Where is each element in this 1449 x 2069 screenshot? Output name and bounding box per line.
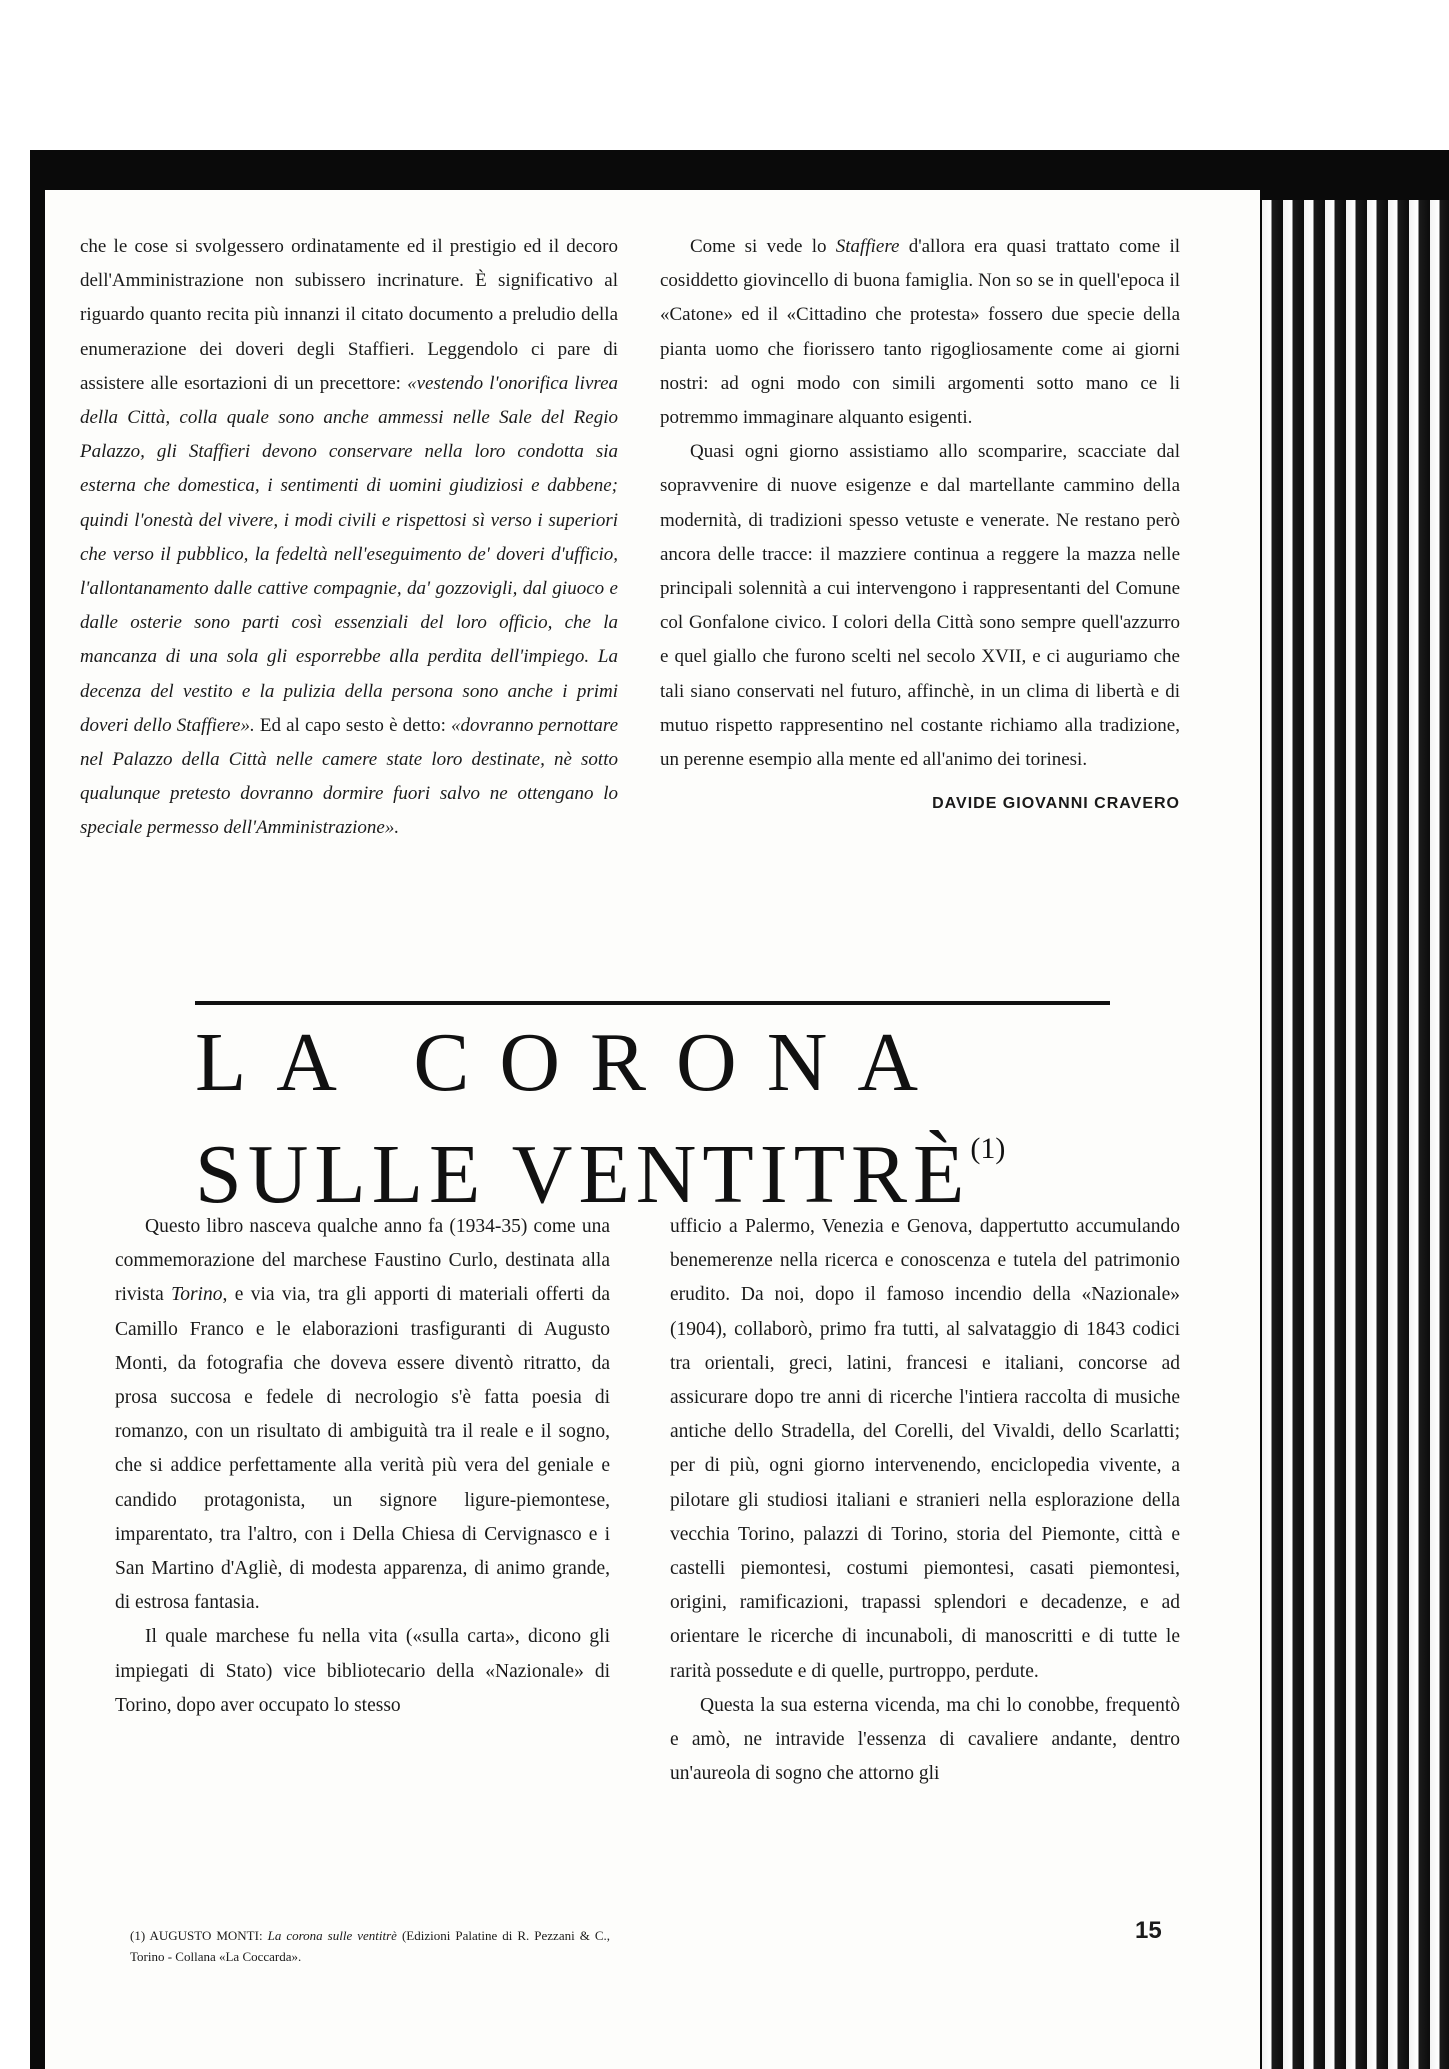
paragraph: Il quale marchese fu nella vita («sulla carta», dicono gli impiegati di Stato) vice bibliotecario della «Nazionale» di Torino, dopo aver occupato lo stesso: [115, 1626, 610, 1716]
bottom-right-column: [670, 1210, 1180, 1791]
author-signature: DAVIDE GIOVANNI CRAVERO: [932, 795, 1180, 813]
top-right-column: [660, 230, 1180, 821]
footnote-rest: (Edizioni Palatine di R. Pezzani & C., Torino - Collana «La Coccarda».: [130, 1928, 610, 1964]
book-page: [45, 190, 1260, 2069]
book-edge-top: [30, 150, 1449, 190]
paragraph: ufficio a Palermo, Venezia e Genova, dappertutto accumulando benemerenze nella ricerca e conoscenza e tutela del patrimonio erudito. Da noi, dopo il famoso incendio della «Nazionale» (1904), collaborò, primo fra tutti, al salvataggio di 1843 codici tra orientali, greci, latini, francesi e italiani, concorse ad assicurare dopo tre anni di ricerche l'intiera raccolta di musiche antiche dello Stradella, del Corelli, del Vivaldi, dello Scarlatti; per di più, ogni giorno intervenendo, enciclopedia vivente, a pilotare gli studiosi italiani e stranieri nella esplorazione della vecchia Torino, palazzi di Torino, storia del Piemonte, città e castelli piemontesi, costumi piemontesi, casati piemontesi, origini, ramificazioni, trapassi splendori e decadenze, e ad orientare le ricerche di incunaboli, di manoscritti e di tutte le rarità possedute e di quelle, purtroppo, perdute.: [670, 1216, 1180, 1682]
section-divider: [195, 1001, 1110, 1005]
page-stack-edges: [1262, 200, 1449, 2069]
text: Come si vede lo: [690, 236, 827, 257]
book-edge-left: [30, 150, 45, 2069]
quote-italic: «vestendo l'onorifica livrea della Città, colla quale sono anche ammessi nelle Sale del Regio Palazzo, gli Staffieri devono conservare nella loro condotta sia esterna che domestica, i sentimenti di uomini giudiziosi e dabbene; quindi l'onestà del vivere, i modi civili e rispettosi sì verso i superiori che verso il pubblico, la fedeltà nell'eseguimento de' doveri d'ufficio, l'allontanamento dalle cattive compagnie, da' gozzovigli, dal giuoco e dalle osterie sono parti così essenziali del loro officio, che la mancanza di una sola gli esporrebbe alla perdita dell'impiego. La decenza del vestito e la pulizia della persona sono anche i primi doveri dello Staffiere».: [80, 372, 618, 736]
footnote: [130, 1925, 610, 1967]
title-line-1: LA CORONA: [195, 1016, 949, 1109]
paragraph: Questa la sua esterna vicenda, ma chi lo conobbe, frequentò e amò, ne intravide l'essenza di cavaliere andante, dentro un'aureola di sogno che attorno gli: [670, 1694, 1180, 1785]
quote-italic: «dovranno pernottare nel Palazzo della Città nelle camere state loro destinate, nè sotto qualunque pretesto dovranno dormire fuori salvo ne ottengano lo speciale permesso dell'Amministrazione».: [80, 714, 619, 839]
title-text: SULLE VENTITRÈ: [195, 1128, 971, 1221]
article-title: [195, 1016, 1115, 1221]
text: che le cose si svolgessero ordinatamente ed il prestigio ed il decoro dell'Amministrazione non subissero incrinature. È significativo al riguardo quanto recita più innanzi il citato documento a preludio della enumerazione dei doveri degli Staffieri. Leggendolo ci pare di assistere alle esortazioni di un precettore:: [80, 236, 618, 394]
text: Questo libro nasceva qualche anno fa (1934-35) come una commemorazione del marchese Faustino Curlo, destinata alla rivista: [115, 1216, 610, 1306]
top-left-column: [80, 230, 618, 846]
italic-word: Staffiere: [835, 236, 900, 257]
italic-word: Torino: [171, 1284, 223, 1306]
footnote-book: La corona sulle ventitrè: [267, 1928, 397, 1943]
footnote-author: AUGUSTO MONTI:: [149, 1928, 263, 1943]
bottom-left-column: [115, 1210, 610, 1723]
text: , e via via, tra gli apporti di materiali offerti da Camillo Franco e le elaborazioni trasfiguranti di Augusto Monti, da fotografia che doveva essere diventò ritratto, da prosa succosa e fedele di necrologio s'è fatta poesia di romanzo, con un risultato di ambiguità tra il reale e il sogno, che si addice perfettamente alla verità più vera del geniale e candido protagonista, un signore ligure-piemontese, imparentato, tra l'altro, con i Della Chiesa di Cervignasco e i San Martino d'Agliè, di modesta apparenza, di animo grande, di estrosa fantasia.: [115, 1284, 610, 1614]
text: d'allora era quasi trattato come il cosiddetto giovincello di buona famiglia. Non so se in quell'epoca il «Catone» ed il «Cittadino che protesta» fossero due specie della pianta uomo che fiorissero tanto rigogliosamente come ai giorni nostri: ad ogni modo con simili argomenti sotto mano ce li potremmo immaginare alquanto esigenti.: [660, 236, 1181, 429]
text: Ed al capo sesto è detto:: [259, 714, 446, 736]
footnote-marker: (1): [970, 1132, 1006, 1165]
footnote-mark: (1): [130, 1928, 146, 1943]
title-line-2: [195, 1106, 1115, 1221]
page-number: 15: [1135, 1917, 1162, 1944]
top-margin: [0, 0, 1449, 150]
paragraph: Quasi ogni giorno assistiamo allo scomparire, scacciate dal sopravvenire di nuove esigenze e dal martellante cammino della modernità, di tradizioni spesso vetuste e venerate. Ne restano però ancora delle tracce: il mazziere continua a reggere la mazza nelle principali solennità a cui intervengono i rappresentanti del Comune col Gonfalone civico. I colori della Città sono sempre quell'azzurro e quel giallo che furono scelti nel secolo XVII, e ci auguriamo che tali siano conservati nel futuro, affinchè, in un clima di libertà e di mutuo rispetto rappresentino nel costante richiamo alla tradizione, un perenne esempio alla mente ed all'animo dei torinesi.: [660, 441, 1180, 771]
